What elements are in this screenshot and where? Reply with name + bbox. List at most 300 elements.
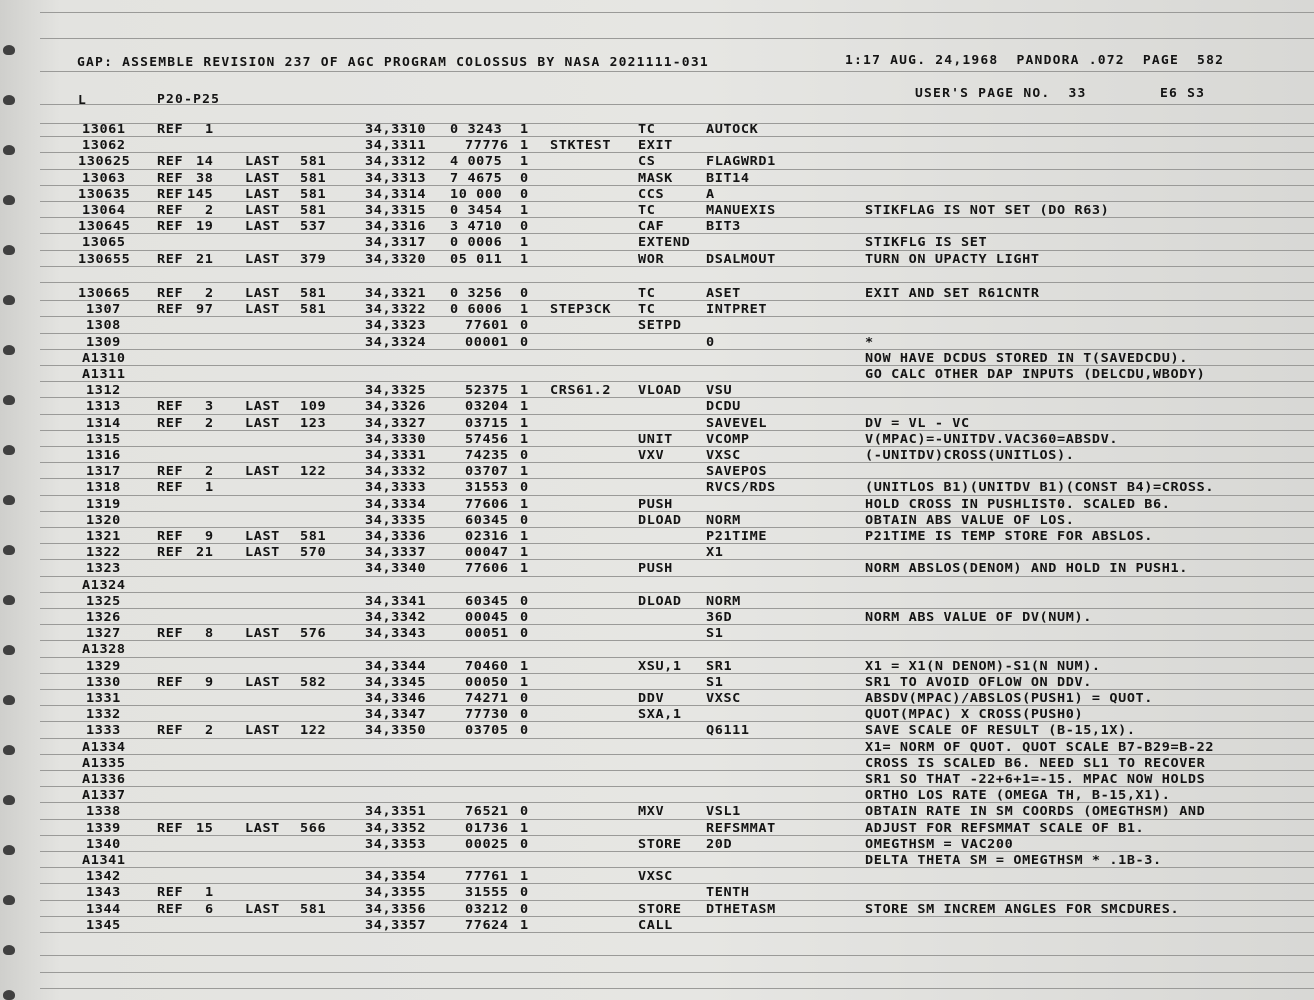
listing-line: A1335 (82, 755, 126, 771)
listing-comment: OBTAIN RATE IN SM COORDS (OMEGTHSM) AND (865, 803, 1206, 819)
listing-last: LAST (245, 153, 280, 169)
listing-comment: P21TIME IS TEMP STORE FOR ABSLOS. (865, 528, 1154, 544)
listing-op: PUSH (638, 560, 673, 576)
listing-operand: Q6111 (706, 722, 750, 738)
listing-last: LAST (245, 819, 280, 836)
listing-word: 03212 (465, 900, 509, 917)
listing-ref: REF (157, 544, 184, 560)
feed-hole (3, 895, 15, 905)
listing-op: VXV (638, 447, 665, 463)
feed-hole (3, 545, 15, 555)
listing-lnum: 581 (300, 202, 327, 218)
listing-lnum: 581 (300, 528, 327, 544)
ruled-line (40, 624, 1314, 625)
listing-op: CS (638, 153, 656, 169)
listing-lnum: 123 (300, 414, 327, 431)
ruled-line (40, 201, 1314, 202)
listing-word: 00001 (465, 333, 509, 350)
listing-rnum: 2 (205, 722, 214, 738)
listing-lnum: 581 (300, 285, 327, 301)
listing-address: 34,3346 (365, 690, 427, 706)
listing-op: EXTEND (638, 234, 691, 250)
listing-comment: NORM ABSLOS(DENOM) AND HOLD IN PUSH1. (865, 560, 1188, 576)
listing-operand: FLAGWRD1 (706, 153, 776, 169)
listing-operand: A (706, 186, 715, 202)
listing-ref: REF (157, 414, 184, 431)
listing-address: 34,3321 (365, 285, 427, 301)
ruled-line (40, 883, 1314, 884)
listing-op: DDV (638, 690, 665, 706)
listing-line: 1320 (86, 512, 121, 528)
listing-last: LAST (245, 528, 280, 544)
listing-flag: 0 (520, 706, 529, 722)
listing-address: 34,3315 (365, 202, 427, 218)
listing-operand: 36D (706, 609, 733, 625)
listing-lnum: 581 (300, 900, 327, 917)
listing-flag: 1 (520, 544, 529, 560)
listing-word: 70460 (465, 657, 509, 674)
feed-hole (3, 990, 15, 1000)
header-section-code: E6 S3 (1160, 86, 1206, 101)
listing-flag: 0 (520, 479, 529, 495)
listing-address: 34,3330 (365, 431, 427, 447)
listing-line: 1330 (86, 674, 121, 690)
ruled-line (40, 446, 1314, 447)
listing-rnum: 15 (196, 819, 214, 836)
listing-lnum: 537 (300, 218, 327, 234)
listing-last: LAST (245, 285, 280, 301)
feed-hole (3, 845, 15, 855)
listing-rnum: 38 (196, 169, 214, 186)
listing-op: STORE (638, 900, 682, 917)
listing-rnum: 21 (196, 250, 214, 267)
ruled-line (40, 250, 1314, 251)
tractor-feed-holes (0, 0, 30, 1000)
header-title: GAP: ASSEMBLE REVISION 237 OF AGC PROGRAM COLOSSUS BY NASA 2021111-031 (77, 55, 709, 70)
listing-word: 77761 (465, 868, 509, 884)
listing-line: 1345 (86, 917, 121, 933)
listing-line: 1332 (86, 706, 121, 722)
listing-address: 34,3310 (365, 121, 427, 137)
listing-ref: REF (157, 186, 184, 202)
listing-line: 1325 (86, 593, 121, 609)
listing-line: 1318 (86, 479, 121, 495)
ruled-line (40, 136, 1314, 137)
listing-rnum: 2 (205, 285, 214, 301)
listing-op: SXA,1 (638, 706, 682, 722)
listing-flag: 0 (520, 512, 529, 528)
listing-flag: 1 (520, 202, 529, 218)
ruled-line (40, 282, 1314, 283)
listing-operand: SR1 (706, 657, 733, 674)
listing-operand: BIT14 (706, 169, 750, 186)
listing-last: LAST (245, 544, 280, 560)
listing-address: 34,3341 (365, 593, 427, 609)
listing-lnum: 581 (300, 186, 327, 202)
listing-address: 34,3353 (365, 836, 427, 852)
listing-last: LAST (245, 398, 280, 414)
listing-flag: 1 (520, 382, 529, 398)
feed-hole (3, 145, 15, 155)
listing-last: LAST (245, 625, 280, 641)
listing-flag: 1 (520, 153, 529, 169)
listing-comment: CROSS IS SCALED B6. NEED SL1 TO RECOVER (865, 755, 1206, 771)
listing-word: 02316 (465, 528, 509, 544)
listing-word: 00025 (465, 836, 509, 852)
listing-word: 0 3243 (450, 121, 503, 137)
header-timestamp-page: 1:17 AUG. 24,1968 PANDORA .072 PAGE 582 (845, 53, 1225, 68)
listing-operand: SAVEPOS (706, 463, 768, 479)
listing-operand: ASET (706, 285, 741, 301)
ruled-line (40, 38, 1314, 39)
feed-hole (3, 595, 15, 605)
listing-flag: 0 (520, 625, 529, 641)
listing-address: 34,3354 (365, 868, 427, 884)
listing-address: 34,3320 (365, 250, 427, 267)
listing-comment: STORE SM INCREM ANGLES FOR SMCDURES. (865, 900, 1180, 917)
ruled-line (40, 414, 1314, 415)
ruled-line (40, 169, 1314, 170)
listing-rnum: 6 (205, 900, 214, 917)
listing-comment: STIKFLAG IS NOT SET (DO R63) (865, 202, 1110, 218)
listing-ref: REF (157, 900, 184, 917)
listing-operand: BIT3 (706, 218, 741, 234)
listing-comment: OBTAIN ABS VALUE OF LOS. (865, 512, 1075, 528)
listing-label: STEP3CK (550, 301, 612, 317)
listing-word: 00045 (465, 609, 509, 625)
listing-flag: 1 (520, 121, 529, 137)
listing-op: MASK (638, 169, 673, 186)
feed-hole (3, 195, 15, 205)
feed-hole (3, 445, 15, 455)
listing-ref: REF (157, 169, 184, 186)
listing-word: 31553 (465, 479, 509, 495)
listing-last: LAST (245, 169, 280, 186)
listing-address: 34,3334 (365, 495, 427, 512)
ruled-line (40, 300, 1314, 301)
listing-operand: DCDU (706, 398, 741, 414)
listing-address: 34,3342 (365, 609, 427, 625)
listing-comment: EXIT AND SET R61CNTR (865, 285, 1040, 301)
listing-line: A1334 (82, 738, 126, 755)
listing-op: CCS (638, 186, 665, 202)
listing-word: 01736 (465, 819, 509, 836)
listing-last: LAST (245, 414, 280, 431)
listing-operand: MANUEXIS (706, 202, 776, 218)
listing-op: UNIT (638, 431, 673, 447)
listing-rnum: 9 (205, 528, 214, 544)
listing-line: 1326 (86, 609, 121, 625)
listing-line: 1340 (86, 836, 121, 852)
listing-lnum: 109 (300, 398, 327, 414)
listing-lnum: 581 (300, 169, 327, 186)
listing-ref: REF (157, 285, 184, 301)
listing-line: 1323 (86, 560, 121, 576)
listing-word: 10 000 (450, 186, 503, 202)
listing-comment: ABSDV(MPAC)/ABSLOS(PUSH1) = QUOT. (865, 690, 1154, 706)
listing-rnum: 8 (205, 625, 214, 641)
listing-ref: REF (157, 202, 184, 218)
listing-line: 1322 (86, 544, 121, 560)
listing-address: 34,3355 (365, 884, 427, 900)
listing-flag: 0 (520, 186, 529, 202)
listing-flag: 0 (520, 333, 529, 350)
listing-word: 03707 (465, 463, 509, 479)
listing-operand: INTPRET (706, 301, 768, 317)
listing-word: 0 3256 (450, 285, 503, 301)
listing-operand: S1 (706, 674, 724, 690)
listing-ref: REF (157, 819, 184, 836)
listing-comment: SAVE SCALE OF RESULT (B-15,1X). (865, 722, 1136, 738)
listing-operand: S1 (706, 625, 724, 641)
listing-line: 130625 (78, 153, 131, 169)
listing-address: 34,3316 (365, 218, 427, 234)
listing-flag: 1 (520, 528, 529, 544)
ruled-line (40, 333, 1314, 334)
listing-line: A1337 (82, 787, 126, 803)
listing-word: 77606 (465, 495, 509, 512)
listing-last: LAST (245, 900, 280, 917)
listing-comment: TURN ON UPACTY LIGHT (865, 250, 1040, 267)
listing-operand: REFSMMAT (706, 819, 776, 836)
listing-operand: NORM (706, 512, 741, 528)
listing-address: 34,3350 (365, 722, 427, 738)
listing-operand: VXSC (706, 690, 741, 706)
listing-rnum: 1 (205, 884, 214, 900)
listing-line: 1331 (86, 690, 121, 706)
listing-last: LAST (245, 674, 280, 690)
listing-line: 1316 (86, 447, 121, 463)
listing-ref: REF (157, 153, 184, 169)
listing-line: 130635 (78, 186, 131, 202)
listing-op: TC (638, 202, 656, 218)
listing-word: 74271 (465, 690, 509, 706)
ruled-line (40, 988, 1314, 989)
listing-rnum: 19 (196, 218, 214, 234)
listing-last: LAST (245, 463, 280, 479)
listing-line: 1333 (86, 722, 121, 738)
listing-flag: 1 (520, 917, 529, 933)
listing-flag: 1 (520, 431, 529, 447)
listing-address: 34,3352 (365, 819, 427, 836)
listing-ref: REF (157, 625, 184, 641)
listing-lnum: 122 (300, 463, 327, 479)
listing-address: 34,3331 (365, 447, 427, 463)
listing-comment: (UNITLOS B1)(UNITDV B1)(CONST B4)=CROSS. (865, 479, 1215, 495)
ruled-line (40, 955, 1314, 956)
listing-lnum: 566 (300, 819, 327, 836)
listing-address: 34,3314 (365, 186, 427, 202)
listing-ref: REF (157, 479, 184, 495)
listing-line: 1309 (86, 333, 121, 350)
ruled-line (40, 972, 1314, 973)
listing-rnum: 9 (205, 674, 214, 690)
listing-line: 13063 (82, 169, 126, 186)
feed-hole (3, 45, 15, 55)
listing-line: 13065 (82, 234, 126, 250)
listing-operand: VCOMP (706, 431, 750, 447)
feed-hole (3, 245, 15, 255)
listing-comment: HOLD CROSS IN PUSHLIST0. SCALED B6. (865, 495, 1171, 512)
listing-line: 1321 (86, 528, 121, 544)
listing-line: 1343 (86, 884, 121, 900)
listing-comment: GO CALC OTHER DAP INPUTS (DELCDU,WBODY) (865, 366, 1206, 382)
listing-address: 34,3344 (365, 657, 427, 674)
listing-operand: VSL1 (706, 803, 741, 819)
listing-address: 34,3356 (365, 900, 427, 917)
listing-word: 0 0006 (450, 234, 503, 250)
ruled-line (40, 932, 1314, 933)
listing-line: 1313 (86, 398, 121, 414)
listing-address: 34,3336 (365, 528, 427, 544)
listing-comment: DV = VL - VC (865, 414, 970, 431)
listing-address: 34,3333 (365, 479, 427, 495)
feed-hole (3, 945, 15, 955)
listing-line: 1329 (86, 657, 121, 674)
listing-word: 7 4675 (450, 169, 503, 186)
listing-op: WOR (638, 250, 665, 267)
feed-hole (3, 695, 15, 705)
listing-line: 1319 (86, 495, 121, 512)
listing-address: 34,3351 (365, 803, 427, 819)
listing-line: 13061 (82, 121, 126, 137)
listing-lnum: 379 (300, 250, 327, 267)
ruled-line (40, 12, 1314, 13)
listing-operand: SAVEVEL (706, 414, 768, 431)
header-user-page: USER'S PAGE NO. 33 (915, 86, 1087, 101)
listing-comment: SR1 SO THAT -22+6+1=-15. MPAC NOW HOLDS (865, 771, 1206, 787)
listing-flag: 0 (520, 884, 529, 900)
header-program-range: P20-P25 (157, 92, 221, 107)
listing-operand: DSALMOUT (706, 250, 776, 267)
listing-word: 57456 (465, 431, 509, 447)
listing-line: 13062 (82, 137, 126, 153)
listing-address: 34,3326 (365, 398, 427, 414)
listing-word: 00051 (465, 625, 509, 641)
listing-flag: 1 (520, 560, 529, 576)
listing-ref: REF (157, 398, 184, 414)
ruled-line (40, 217, 1314, 218)
listing-comment: X1= NORM OF QUOT. QUOT SCALE B7-B29=B-22 (865, 738, 1215, 755)
listing-line: A1311 (82, 366, 126, 382)
listing-flag: 0 (520, 285, 529, 301)
listing-rnum: 2 (205, 463, 214, 479)
listing-flag: 0 (520, 218, 529, 234)
listing-word: 60345 (465, 593, 509, 609)
listing-word: 76521 (465, 803, 509, 819)
listing-address: 34,3312 (365, 153, 427, 169)
listing-line: 1344 (86, 900, 121, 917)
listing-line: 13064 (82, 202, 126, 218)
listing-last: LAST (245, 722, 280, 738)
listing-address: 34,3335 (365, 512, 427, 528)
listing-address: 34,3347 (365, 706, 427, 722)
listing-flag: 0 (520, 317, 529, 333)
ruled-line (40, 462, 1314, 463)
header-listing-mark: L (78, 93, 88, 108)
listing-line: 1315 (86, 431, 121, 447)
listing-line: A1310 (82, 350, 126, 366)
listing-line: A1336 (82, 771, 126, 787)
listing-flag: 1 (520, 868, 529, 884)
listing-flag: 0 (520, 836, 529, 852)
feed-hole (3, 95, 15, 105)
listing-op: DLOAD (638, 512, 682, 528)
listing-flag: 0 (520, 722, 529, 738)
listing-word: 77776 (465, 137, 509, 153)
ruled-line (40, 71, 1314, 72)
listing-rnum: 97 (196, 301, 214, 317)
listing-last: LAST (245, 202, 280, 218)
listing-op: VXSC (638, 868, 673, 884)
listing-last: LAST (245, 218, 280, 234)
listing-last: LAST (245, 186, 280, 202)
listing-word: 60345 (465, 512, 509, 528)
listing-rnum: 2 (205, 202, 214, 218)
listing-line: 1342 (86, 868, 121, 884)
listing-operand: VXSC (706, 447, 741, 463)
feed-hole (3, 295, 15, 305)
listing-line: 1317 (86, 463, 121, 479)
listing-op: PUSH (638, 495, 673, 512)
listing-line: 1327 (86, 625, 121, 641)
ruled-line (40, 266, 1314, 267)
listing-flag: 0 (520, 169, 529, 186)
listing-ref: REF (157, 121, 184, 137)
listing-line: 130645 (78, 218, 131, 234)
listing-address: 34,3322 (365, 301, 427, 317)
listing-op: XSU,1 (638, 657, 682, 674)
listing-word: 3 4710 (450, 218, 503, 234)
ruled-line (40, 152, 1314, 153)
listing-word: 00047 (465, 544, 509, 560)
listing-word: 03204 (465, 398, 509, 414)
listing-line: 1308 (86, 317, 121, 333)
listing-op: TC (638, 301, 656, 317)
listing-last: LAST (245, 250, 280, 267)
listing-flag: 1 (520, 657, 529, 674)
listing-lnum: 581 (300, 153, 327, 169)
listing-line: 1312 (86, 382, 121, 398)
listing-word: 00050 (465, 674, 509, 690)
listing-operand: P21TIME (706, 528, 768, 544)
listing-comment: QUOT(MPAC) X CROSS(PUSH0) (865, 706, 1084, 722)
listing-word: 52375 (465, 382, 509, 398)
listing-label: CRS61.2 (550, 382, 612, 398)
ruled-line (40, 123, 1314, 124)
feed-hole (3, 645, 15, 655)
listing-ref: REF (157, 528, 184, 544)
listing-op: SETPD (638, 317, 682, 333)
listing-op: CAF (638, 218, 665, 234)
listing-operand: X1 (706, 544, 724, 560)
ruled-line (40, 104, 1314, 105)
listing-line: 130655 (78, 250, 131, 267)
listing-flag: 0 (520, 900, 529, 917)
listing-rnum: 14 (196, 153, 214, 169)
listing-lnum: 582 (300, 674, 327, 690)
listing-op: DLOAD (638, 593, 682, 609)
listing-line: 1339 (86, 819, 121, 836)
listing-rnum: 1 (205, 479, 214, 495)
listing-op: STORE (638, 836, 682, 852)
listing-ref: REF (157, 218, 184, 234)
listing-comment: * (865, 333, 874, 350)
feed-hole (3, 745, 15, 755)
listing-line: A1328 (82, 641, 126, 657)
feed-hole (3, 495, 15, 505)
listing-comment: DELTA THETA SM = OMEGTHSM * .1B-3. (865, 852, 1162, 868)
